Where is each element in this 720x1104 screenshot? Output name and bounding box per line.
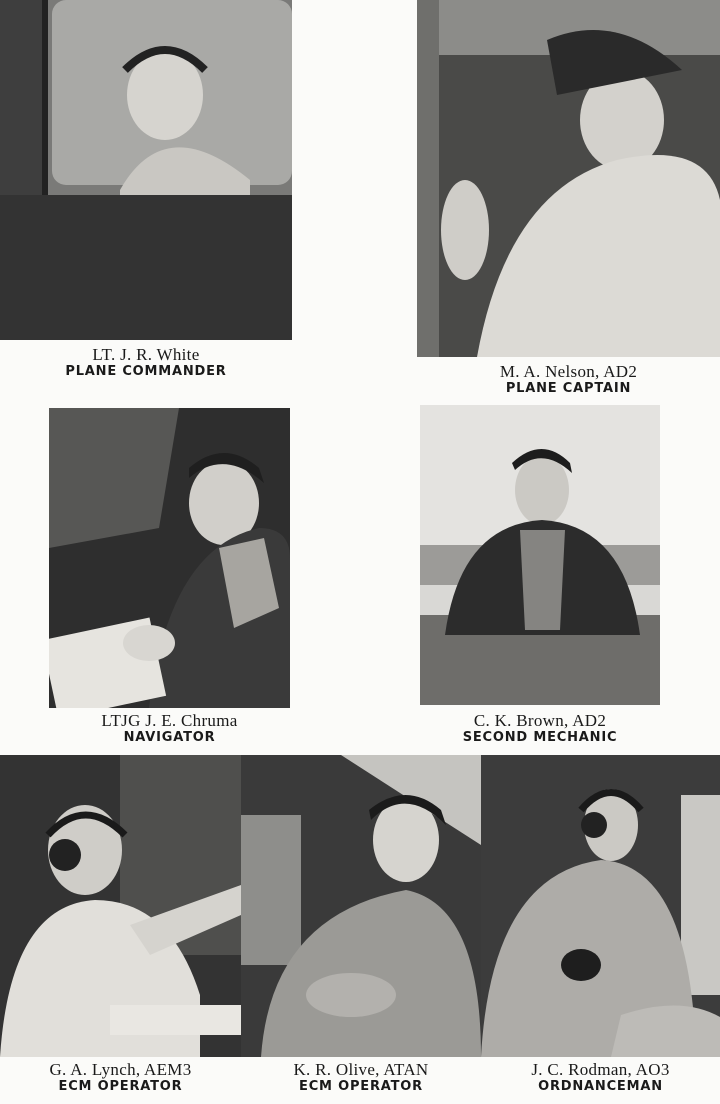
crew-caption-brown xyxy=(420,711,660,745)
crew-name: K. R. Olive, ATAN xyxy=(293,1060,429,1079)
crew-name: J. C. Rodman, AO3 xyxy=(531,1060,670,1079)
crew-caption-olive xyxy=(241,1060,481,1094)
crew-role: ECM OPERATOR xyxy=(58,1078,183,1094)
crew-photo-brown xyxy=(420,405,660,705)
crew-photo-olive xyxy=(241,755,481,1057)
crew-role: SECOND MECHANIC xyxy=(462,729,618,745)
crew-role: PLANE COMMANDER xyxy=(65,363,227,379)
crew-caption-rodman xyxy=(481,1060,720,1094)
crew-name: LTJG J. E. Chruma xyxy=(101,711,238,730)
crew-caption-lynch xyxy=(0,1060,241,1094)
crew-photo-rodman xyxy=(481,755,720,1057)
crew-role: ECM OPERATOR xyxy=(299,1078,423,1094)
crew-photo-chruma xyxy=(49,408,290,708)
crew-name: LT. J. R. White xyxy=(92,345,200,364)
crew-photo-lynch xyxy=(0,755,241,1057)
crew-name: M. A. Nelson, AD2 xyxy=(499,362,638,381)
crew-photo-white xyxy=(0,0,292,340)
crew-photo-nelson xyxy=(417,0,720,357)
crew-role: NAVIGATOR xyxy=(123,729,216,745)
crew-name: G. A. Lynch, AEM3 xyxy=(49,1060,192,1079)
crew-caption-white xyxy=(0,345,292,379)
crew-role: ORDNANCEMAN xyxy=(538,1078,663,1094)
crew-name: C. K. Brown, AD2 xyxy=(473,711,607,730)
crew-role: PLANE CAPTAIN xyxy=(505,380,632,396)
crew-caption-chruma xyxy=(49,711,290,745)
crew-caption-nelson xyxy=(417,362,720,396)
